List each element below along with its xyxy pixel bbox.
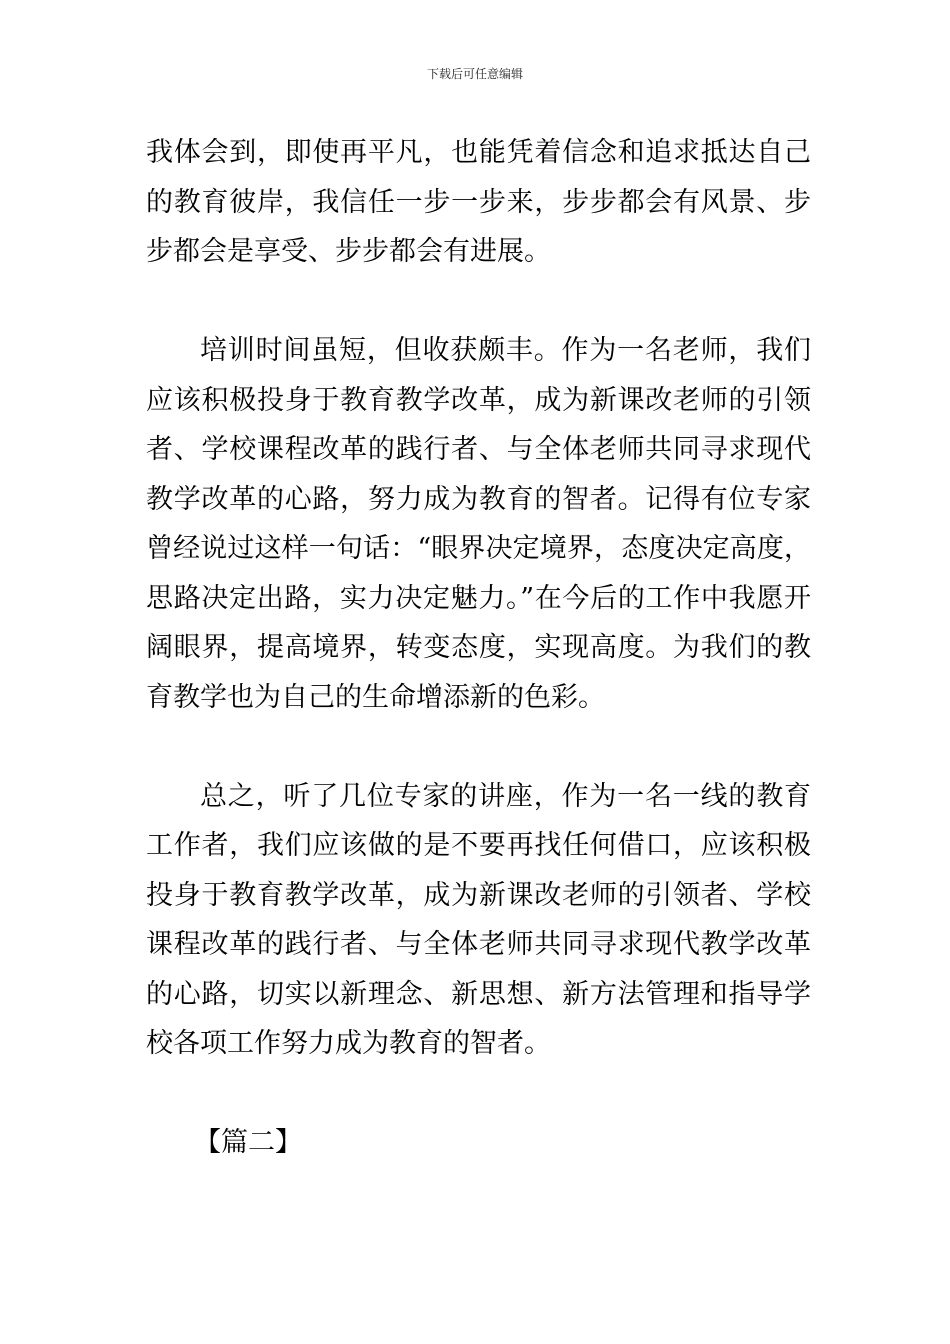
paragraph-gap xyxy=(146,277,811,327)
section-title: 【篇二】 xyxy=(194,1127,302,1158)
paragraph-2: 培训时间虽短，但收获颇丰。作为一名老师，我们应该积极投身于教育教学改革，成为新课改老师的引领者、学校课程改革的践行者、与全体老师共同寻求现代教学改革的心路，努力成为教育的智者。记得有位专家曾经说过这样一句话：“眼界决定境界，态度决定高度，思路决定出路，实力决定魅力。”在今后的工作中我愿开阔眼界，提高境界，转变态度，实现高度。为我们的教育教学也为自己的生命增添新的色彩。 xyxy=(146,335,811,713)
page-header: 下载后可任意编辑 xyxy=(426,67,523,81)
paragraph-1: 我体会到，即使再平凡，也能凭着信念和追求抵达自己的教育彼岸，我信任一步一步来，步步都会有风景、步步都会是享受、步步都会有进展。 xyxy=(146,137,811,267)
paragraph-3: 总之，听了几位专家的讲座，作为一名一线的教育工作者，我们应该做的是不要再找任何借口，应该积极投身于教育教学改革，成为新课改老师的引领者、学校课程改革的践行者、与全体老师共同寻求现代教学改革的心路，切实以新理念、新思想、新方法管理和指导学校各项工作努力成为教育的智者。 xyxy=(146,780,811,1059)
document-body xyxy=(146,128,811,1168)
paragraph-gap xyxy=(146,722,811,772)
paragraph-gap xyxy=(146,1069,811,1119)
